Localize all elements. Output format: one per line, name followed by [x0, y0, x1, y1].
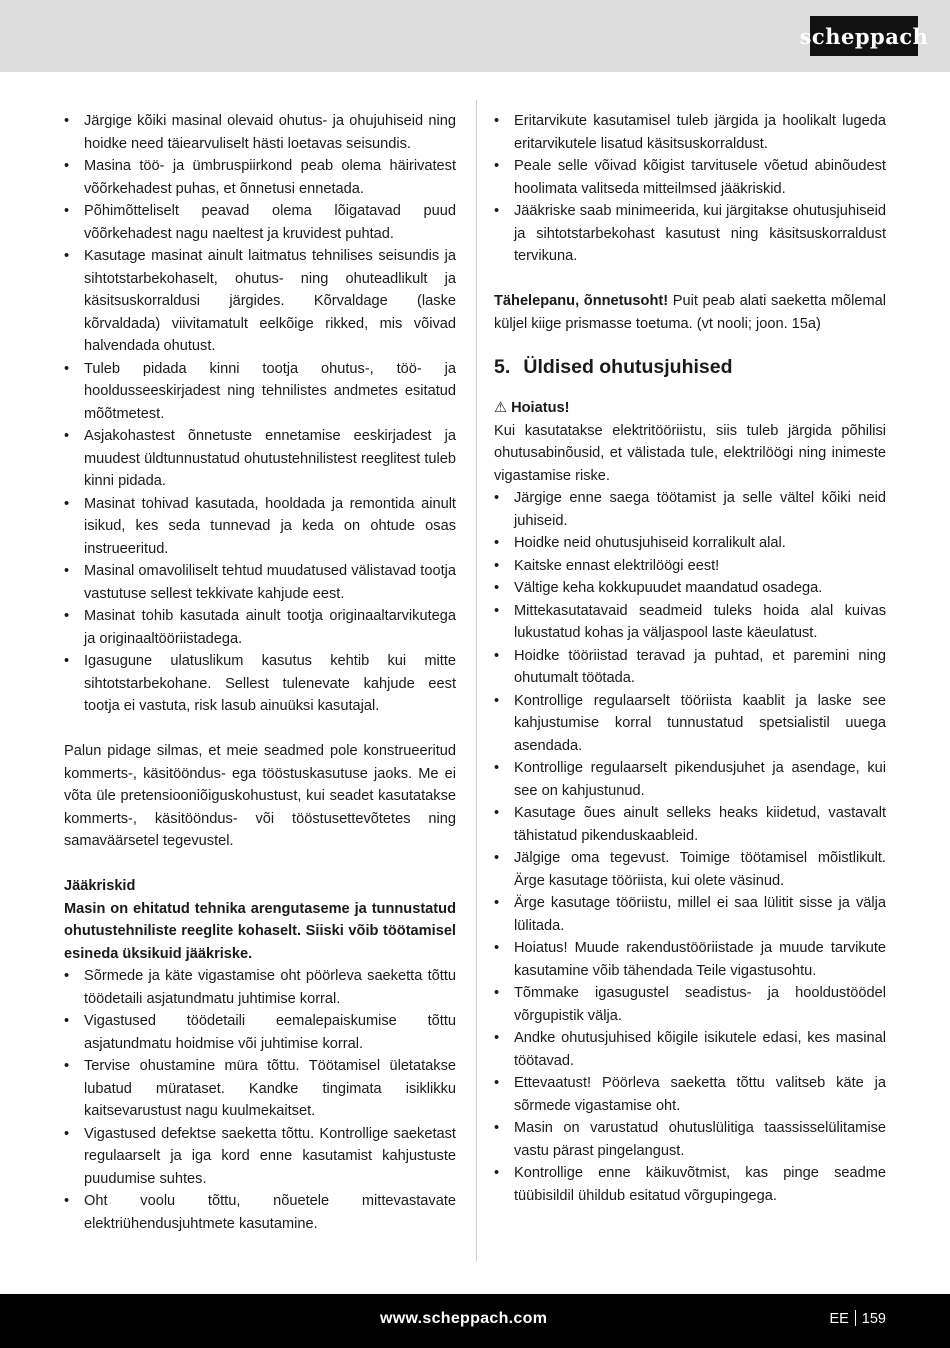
right-column [494, 110, 886, 1207]
column-divider [476, 100, 477, 1262]
list-item: • Ärge kasutage tööriistu, millel ei saa lülitit sisse ja välja lülitada. [494, 892, 886, 937]
list-item: • Ettevaatust! Pöörleva saeketta tõttu valitseb käte ja sõrmede vigastamise oht. [494, 1072, 886, 1117]
residual-risks-intro: Masin on ehitatud tehnika arengutaseme ja tunnustatud ohutustehniliste reeglite kohaselt. Siiski võib töötamisel esineda üksikuid jääkriske. [64, 900, 456, 962]
section-title: Üldised ohutusjuhised [523, 356, 733, 378]
warning-triangle-icon: ⚠ [494, 400, 508, 416]
footer-separator [855, 1310, 856, 1326]
list-item: • Masinat tohivad kasutada, hooldada ja remontida ainult isikud, kes seda tunnevad ja keda on ohtude osas instrueeritud. [64, 493, 456, 561]
section-heading [494, 355, 886, 379]
footer-page-indicator [829, 1310, 886, 1327]
list-item: • Kasutage masinat ainult laitmatus tehnilises seisundis ja sihtotstarbekohaselt, ohutus- ning ohuteadlikult ja käsitsuskorraldusi järgides. Kõrvaldage (laske kõrvaldada) viivitamatult eelkõige rikked, mis võivad halvendada ohutust. [64, 245, 456, 358]
list-item: • Andke ohutusjuhised kõigile isikutele edasi, kes masinal töötavad. [494, 1027, 886, 1072]
list-item: • Hoidke neid ohutusjuhiseid korralikult alal. [494, 532, 886, 555]
list-item: • Hoidke tööriistad teravad ja puhtad, et paremini ning ohutumalt töötada. [494, 645, 886, 690]
list-item: • Jälgige oma tegevust. Toimige töötamisel mõistlikult. Ärge kasutage tööriista, kui olete väsinud. [494, 847, 886, 892]
footer-language: EE [829, 1311, 849, 1327]
list-item: • Kontrollige regulaarselt tööriista kaablit ja laske see kahjustumise korral tunnustatud spetsialistil uuega asendada. [494, 690, 886, 758]
footer-website-link[interactable]: www.scheppach.com [380, 1310, 548, 1327]
list-item: • Oht voolu tõttu, nõuetele mittevastavate elektriühendusjuhtmete kasutamine. [64, 1190, 456, 1235]
scheppach-logo: scheppach [810, 16, 918, 56]
list-item: • Järgige enne saega töötamist ja selle vältel kõiki neid juhiseid. [494, 487, 886, 532]
list-item: • Peale selle võivad kõigist tarvitusele võetud abinõudest hoolimata valitseda mitteilmsed jääkriskid. [494, 155, 886, 200]
list-item: • Tuleb pidada kinni tootja ohutus-, töö- ja hooldusseeskirjadest ning tehnilistes andmetes esitatud mõõtmetest. [64, 358, 456, 426]
list-item: • Vigastused töödetaili eemalepaiskumise tõttu asjatundmatu hoidmise või juhtimise korral. [64, 1010, 456, 1055]
warning-text: Kui kasutatakse elektritööriistu, siis tuleb järgida põhilisi ohutusabinõusid, et välistada tule, elektrilöögi ning inimeste vigastamise riske. [494, 422, 886, 484]
list-item: • Kaitske ennast elektrilöögi eest! [494, 555, 886, 578]
list-item: • Tõmmake igasugustel seadistus- ja hooldustöödel võrgupistik välja. [494, 982, 886, 1027]
list-item: • Põhimõtteliselt peavad olema lõigatavad puud võõrkehadest nagu naeltest ja kruvidest puhtad. [64, 200, 456, 245]
list-item: • Kontrollige enne käikuvõtmist, kas pinge seadme tüübisildil ühildub esitatud võrgupingega. [494, 1162, 886, 1207]
attention-paragraph [494, 290, 886, 335]
left-column [64, 110, 456, 1235]
list-item: • Igasugune ulatuslikum kasutus kehtib kui mitte sihtotstarbekohane. Sellest tulenevate kahjude eest tootja ei vastuta, risk lasub ainuüksi kasutajal. [64, 650, 456, 718]
warning-title: Hoiatus! [511, 400, 570, 416]
list-item: • Masina töö- ja ümbruspiirkond peab olema häirivatest võõrkehadest puhas, et õnnetusi ennetada. [64, 155, 456, 200]
left-bullet-list-2 [64, 965, 456, 1235]
list-item: • Sõrmede ja käte vigastamise oht pöörleva saeketta tõttu töödetaili asjatundmatu juhtimise korral. [64, 965, 456, 1010]
section-number: 5. [494, 356, 511, 378]
list-item: • Järgige kõiki masinal olevaid ohutus- ja ohujuhiseid ning hoidke need täiearvuliselt hästi loetavas seisundis. [64, 110, 456, 155]
list-item: • Mittekasutatavaid seadmeid tuleks hoida alal kuivas lukustatud kohas ja väljaspool laste käeulatust. [494, 600, 886, 645]
list-item: • Kontrollige regulaarselt pikendusjuhet ja asendage, kui see on kahjustunud. [494, 757, 886, 802]
list-item: • Kasutage õues ainult selleks heaks kiidetud, vastavalt tähistatud pikenduskaableid. [494, 802, 886, 847]
warning-title-line [494, 397, 886, 420]
list-item: • Vigastused defektse saeketta tõttu. Kontrollige saeketast regulaarselt ja iga kord enne kasutamist kahjustuste puudumise suhtes. [64, 1123, 456, 1191]
list-item: • Masinal omavoliliselt tehtud muudatused välistavad tootja vastutuse sellest tekkivate kahjude eest. [64, 560, 456, 605]
list-item: • Eritarvikute kasutamisel tuleb järgida ja hoolikalt lugeda eritarvikutele lisatud käsitsuskorraldust. [494, 110, 886, 155]
list-item: • Masin on varustatud ohutuslülitiga taassisselülitamise vastu pärast pingelangust. [494, 1117, 886, 1162]
right-bullet-list-1 [494, 110, 886, 268]
list-item: • Asjakohastest õnnetuste ennetamise eeskirjadest ja muudest üldtunnustatud ohutustehnilistest reeglitest tuleb kinni pidada. [64, 425, 456, 493]
attention-text: Puit peab alati saeketta mõlemal küljel kiige prismasse toetuma. (vt nooli; joon. 15a) [494, 293, 886, 332]
footer-page-number: 159 [861, 1311, 886, 1327]
left-bullet-list-1 [64, 110, 456, 718]
right-bullet-list-2 [494, 487, 886, 1207]
list-item: • Hoiatus! Muude rakendustööriistade ja muude tarvikute kasutamine võib tähendada Teile vigastusohtu. [494, 937, 886, 982]
list-item: • Tervise ohustamine müra tõttu. Töötamisel ületatakse lubatud mürataset. Kandke tingimata isiklikku kaitsevarustust nagu kuulmekaitset. [64, 1055, 456, 1123]
list-item: • Jääkriske saab minimeerida, kui järgitakse ohutusjuhiseid ja sihtotstarbekohast kasutust ning käsitsuskorraldust tervikuna. [494, 200, 886, 268]
list-item: • Vältige keha kokkupuudet maandatud osadega. [494, 577, 886, 600]
commercial-use-paragraph: Palun pidage silmas, et meie seadmed pole konstrueeritud kommerts-, käsitööndus- ega tööstuskasutuse jaoks. Me ei võta üle pretensiooniõiguskohustust, kui seadet kasutatakse kommerts-, käsitööndus- või tööstusettevõtetes ning samaväärsetel tegevustel. [64, 743, 456, 849]
list-item: • Masinat tohib kasutada ainult tootja originaaltarvikutega ja originaaltööriistadega. [64, 605, 456, 650]
header-band [0, 0, 950, 72]
residual-risks-title: Jääkriskid [64, 878, 136, 894]
footer-band [0, 1294, 950, 1348]
attention-label: Tähelepanu, õnnetusoht! [494, 293, 669, 309]
